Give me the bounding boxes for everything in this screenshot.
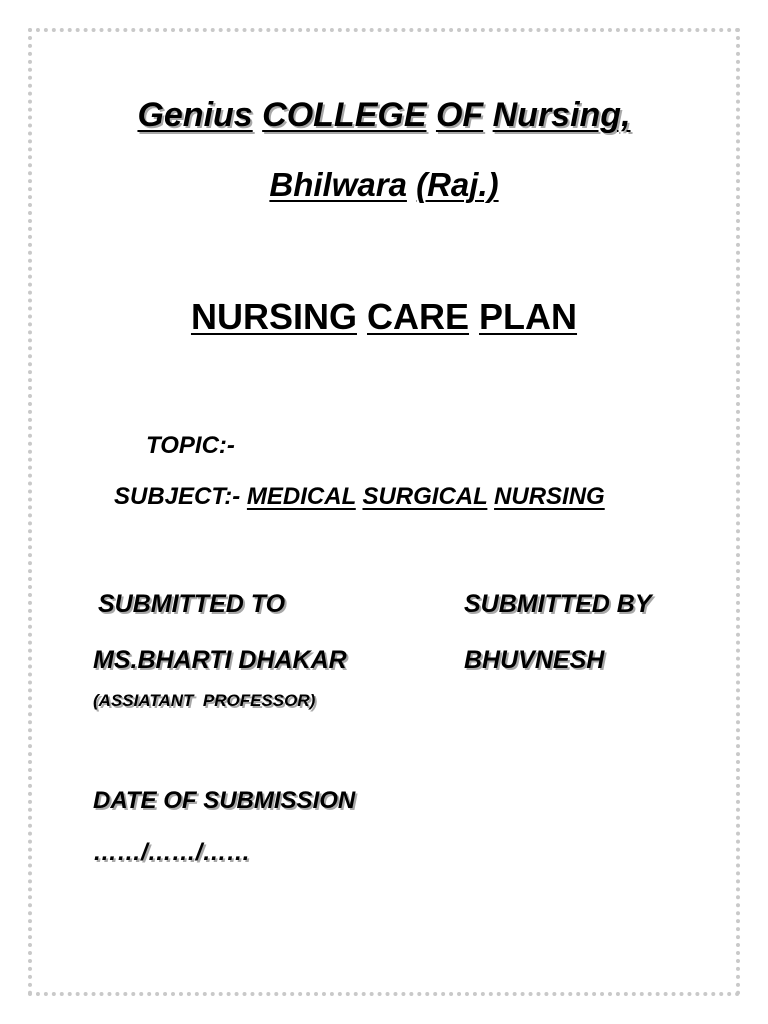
submitted-by-label: SUBMITTED BY (464, 590, 652, 618)
title-word-care: CARE (367, 296, 470, 337)
submitted-to-label: SUBMITTED TO (98, 590, 286, 618)
subject-word-nursing: NURSING (494, 483, 605, 510)
college-city (0, 166, 768, 204)
title-word-nursing: NURSING (190, 296, 357, 337)
college-word-genius: Genius (137, 96, 253, 134)
submitted-to-name: MS.BHARTI DHAKAR (93, 646, 347, 674)
submitted-to-designation: (ASSIATANT PROFESSOR) (93, 691, 316, 710)
date-of-submission-label: DATE OF SUBMISSION (93, 787, 356, 814)
college-word-nursing: Nursing, (492, 96, 631, 134)
topic-label: TOPIC:- (146, 432, 235, 459)
submitted-by-name: BHUVNESH (464, 646, 605, 674)
subject-label: SUBJECT:- (114, 483, 241, 510)
college-word-college: COLLEGE (262, 96, 427, 134)
subject-word-surgical: SURGICAL (362, 483, 488, 510)
title-word-plan: PLAN (479, 296, 578, 337)
college-word-of: OF (435, 96, 484, 134)
subject-line (114, 483, 605, 511)
subject-word-medical: MEDICAL (246, 483, 356, 510)
city-word-raj: (Raj.) (416, 166, 499, 203)
document-title (0, 296, 768, 338)
date-of-submission-value: ……/……/…… (93, 839, 251, 866)
college-name (0, 96, 768, 135)
city-word-bhilwara: Bhilwara (269, 166, 407, 203)
